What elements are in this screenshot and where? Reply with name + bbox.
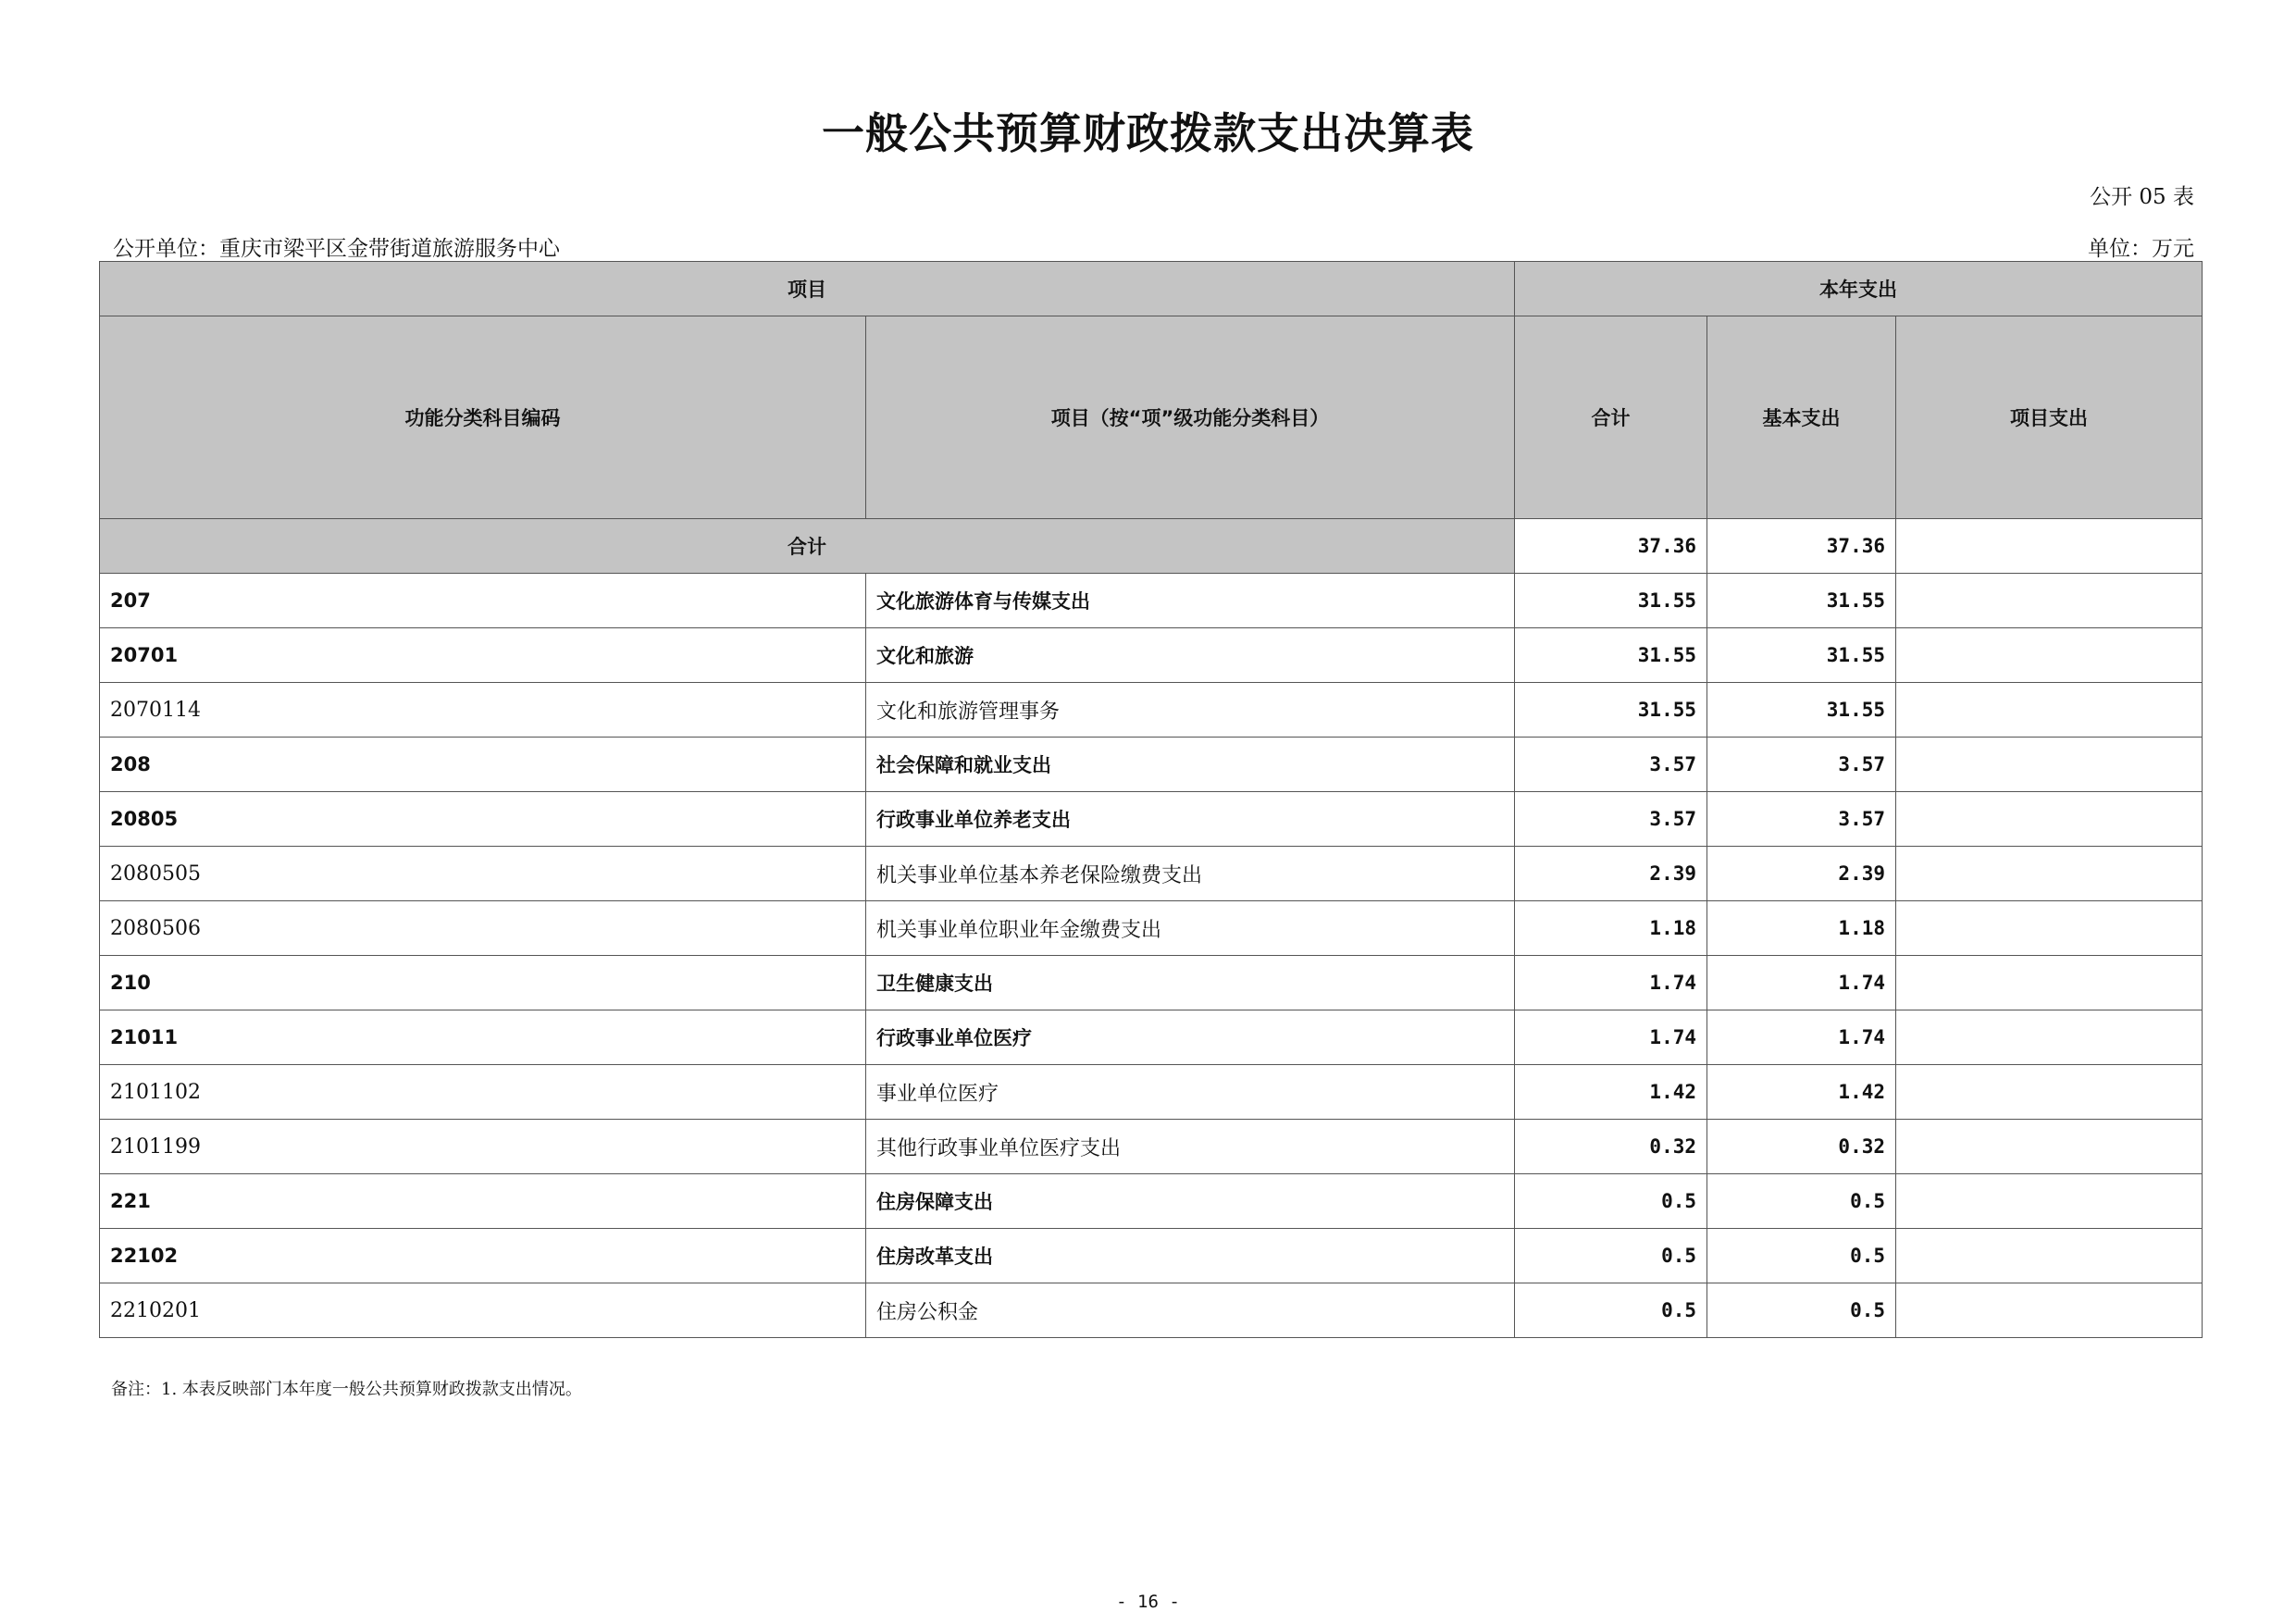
header-row-2 xyxy=(100,316,2203,519)
row-total: 1.74 xyxy=(1515,1010,1707,1065)
row-project xyxy=(1896,1229,2203,1283)
row-code: 208 xyxy=(100,738,866,792)
row-project xyxy=(1896,574,2203,628)
reporting-unit xyxy=(113,231,560,262)
form-number: 公开 05 表 xyxy=(2090,185,2194,209)
table-row xyxy=(100,901,2203,956)
table-row xyxy=(100,683,2203,738)
header-code: 功能分类科目编码 xyxy=(100,316,866,519)
row-project xyxy=(1896,901,2203,956)
row-total: 0.32 xyxy=(1515,1120,1707,1174)
row-total: 31.55 xyxy=(1515,628,1707,683)
currency-unit xyxy=(2088,231,2194,262)
row-code: 22102 xyxy=(100,1229,866,1283)
row-project xyxy=(1896,792,2203,847)
row-total: 31.55 xyxy=(1515,683,1707,738)
row-project xyxy=(1896,683,2203,738)
table-row xyxy=(100,956,2203,1010)
table-row xyxy=(100,1065,2203,1120)
currency-unit-value: 万元 xyxy=(2152,237,2194,261)
row-total: 1.18 xyxy=(1515,901,1707,956)
row-basic: 0.5 xyxy=(1707,1229,1896,1283)
row-project xyxy=(1896,738,2203,792)
row-code: 2210201 xyxy=(100,1283,866,1338)
header-current-year: 本年支出 xyxy=(1515,262,2203,316)
row-basic: 2.39 xyxy=(1707,847,1896,901)
row-total: 31.55 xyxy=(1515,574,1707,628)
total-row xyxy=(100,519,2203,574)
row-basic: 31.55 xyxy=(1707,628,1896,683)
total-label: 合计 xyxy=(100,519,1515,574)
row-basic: 1.42 xyxy=(1707,1065,1896,1120)
total-project xyxy=(1896,519,2203,574)
table-row xyxy=(100,574,2203,628)
row-code: 2101199 xyxy=(100,1120,866,1174)
header-basic: 基本支出 xyxy=(1707,316,1896,519)
row-code: 2101102 xyxy=(100,1065,866,1120)
row-basic: 31.55 xyxy=(1707,574,1896,628)
row-basic: 0.5 xyxy=(1707,1283,1896,1338)
row-total: 0.5 xyxy=(1515,1229,1707,1283)
row-name: 社会保障和就业支出 xyxy=(866,738,1515,792)
row-name: 机关事业单位基本养老保险缴费支出 xyxy=(866,847,1515,901)
table-row xyxy=(100,1229,2203,1283)
reporting-unit-name: 重庆市梁平区金带街道旅游服务中心 xyxy=(219,237,560,261)
total-basic: 37.36 xyxy=(1707,519,1896,574)
row-code: 210 xyxy=(100,956,866,1010)
header-project: 项目 xyxy=(100,262,1515,316)
reporting-unit-label: 公开单位： xyxy=(113,237,219,261)
row-basic: 1.74 xyxy=(1707,956,1896,1010)
table-row xyxy=(100,1010,2203,1065)
row-code: 221 xyxy=(100,1174,866,1229)
row-project xyxy=(1896,1174,2203,1229)
row-name: 住房改革支出 xyxy=(866,1229,1515,1283)
row-project xyxy=(1896,847,2203,901)
table-row xyxy=(100,738,2203,792)
table-row xyxy=(100,628,2203,683)
row-basic: 1.74 xyxy=(1707,1010,1896,1065)
row-name: 机关事业单位职业年金缴费支出 xyxy=(866,901,1515,956)
row-project xyxy=(1896,1065,2203,1120)
row-project xyxy=(1896,1010,2203,1065)
row-name: 住房保障支出 xyxy=(866,1174,1515,1229)
header-name: 项目（按“项”级功能分类科目） xyxy=(866,316,1515,519)
row-name: 文化和旅游 xyxy=(866,628,1515,683)
table-row xyxy=(100,1174,2203,1229)
row-basic: 3.57 xyxy=(1707,792,1896,847)
row-total: 0.5 xyxy=(1515,1174,1707,1229)
row-project xyxy=(1896,1120,2203,1174)
row-code: 20701 xyxy=(100,628,866,683)
table-row xyxy=(100,792,2203,847)
expenditure-table xyxy=(99,261,2203,1338)
row-basic: 1.18 xyxy=(1707,901,1896,956)
currency-unit-label: 单位： xyxy=(2088,237,2152,261)
footnote: 备注：1. 本表反映部门本年度一般公共预算财政拨款支出情况。 xyxy=(111,1380,582,1399)
page-number: - 16 - xyxy=(1116,1592,1180,1612)
header-row-1 xyxy=(100,262,2203,316)
table-row xyxy=(100,1283,2203,1338)
row-code: 2070114 xyxy=(100,683,866,738)
row-total: 3.57 xyxy=(1515,738,1707,792)
row-project xyxy=(1896,628,2203,683)
row-total: 1.42 xyxy=(1515,1065,1707,1120)
page-title: 一般公共预算财政拨款支出决算表 xyxy=(822,108,1474,158)
row-code: 2080505 xyxy=(100,847,866,901)
row-code: 207 xyxy=(100,574,866,628)
row-project xyxy=(1896,956,2203,1010)
row-basic: 3.57 xyxy=(1707,738,1896,792)
row-total: 3.57 xyxy=(1515,792,1707,847)
row-total: 2.39 xyxy=(1515,847,1707,901)
row-project xyxy=(1896,1283,2203,1338)
row-name: 文化和旅游管理事务 xyxy=(866,683,1515,738)
row-name: 其他行政事业单位医疗支出 xyxy=(866,1120,1515,1174)
row-code: 2080506 xyxy=(100,901,866,956)
header-total: 合计 xyxy=(1515,316,1707,519)
row-name: 卫生健康支出 xyxy=(866,956,1515,1010)
row-name: 行政事业单位养老支出 xyxy=(866,792,1515,847)
row-name: 住房公积金 xyxy=(866,1283,1515,1338)
header-project-expenditure: 项目支出 xyxy=(1896,316,2203,519)
row-code: 20805 xyxy=(100,792,866,847)
row-name: 事业单位医疗 xyxy=(866,1065,1515,1120)
row-basic: 0.5 xyxy=(1707,1174,1896,1229)
total-amount: 37.36 xyxy=(1515,519,1707,574)
row-basic: 0.32 xyxy=(1707,1120,1896,1174)
table-row xyxy=(100,1120,2203,1174)
row-name: 文化旅游体育与传媒支出 xyxy=(866,574,1515,628)
row-name: 行政事业单位医疗 xyxy=(866,1010,1515,1065)
row-total: 1.74 xyxy=(1515,956,1707,1010)
row-code: 21011 xyxy=(100,1010,866,1065)
table-row xyxy=(100,847,2203,901)
row-basic: 31.55 xyxy=(1707,683,1896,738)
row-total: 0.5 xyxy=(1515,1283,1707,1338)
